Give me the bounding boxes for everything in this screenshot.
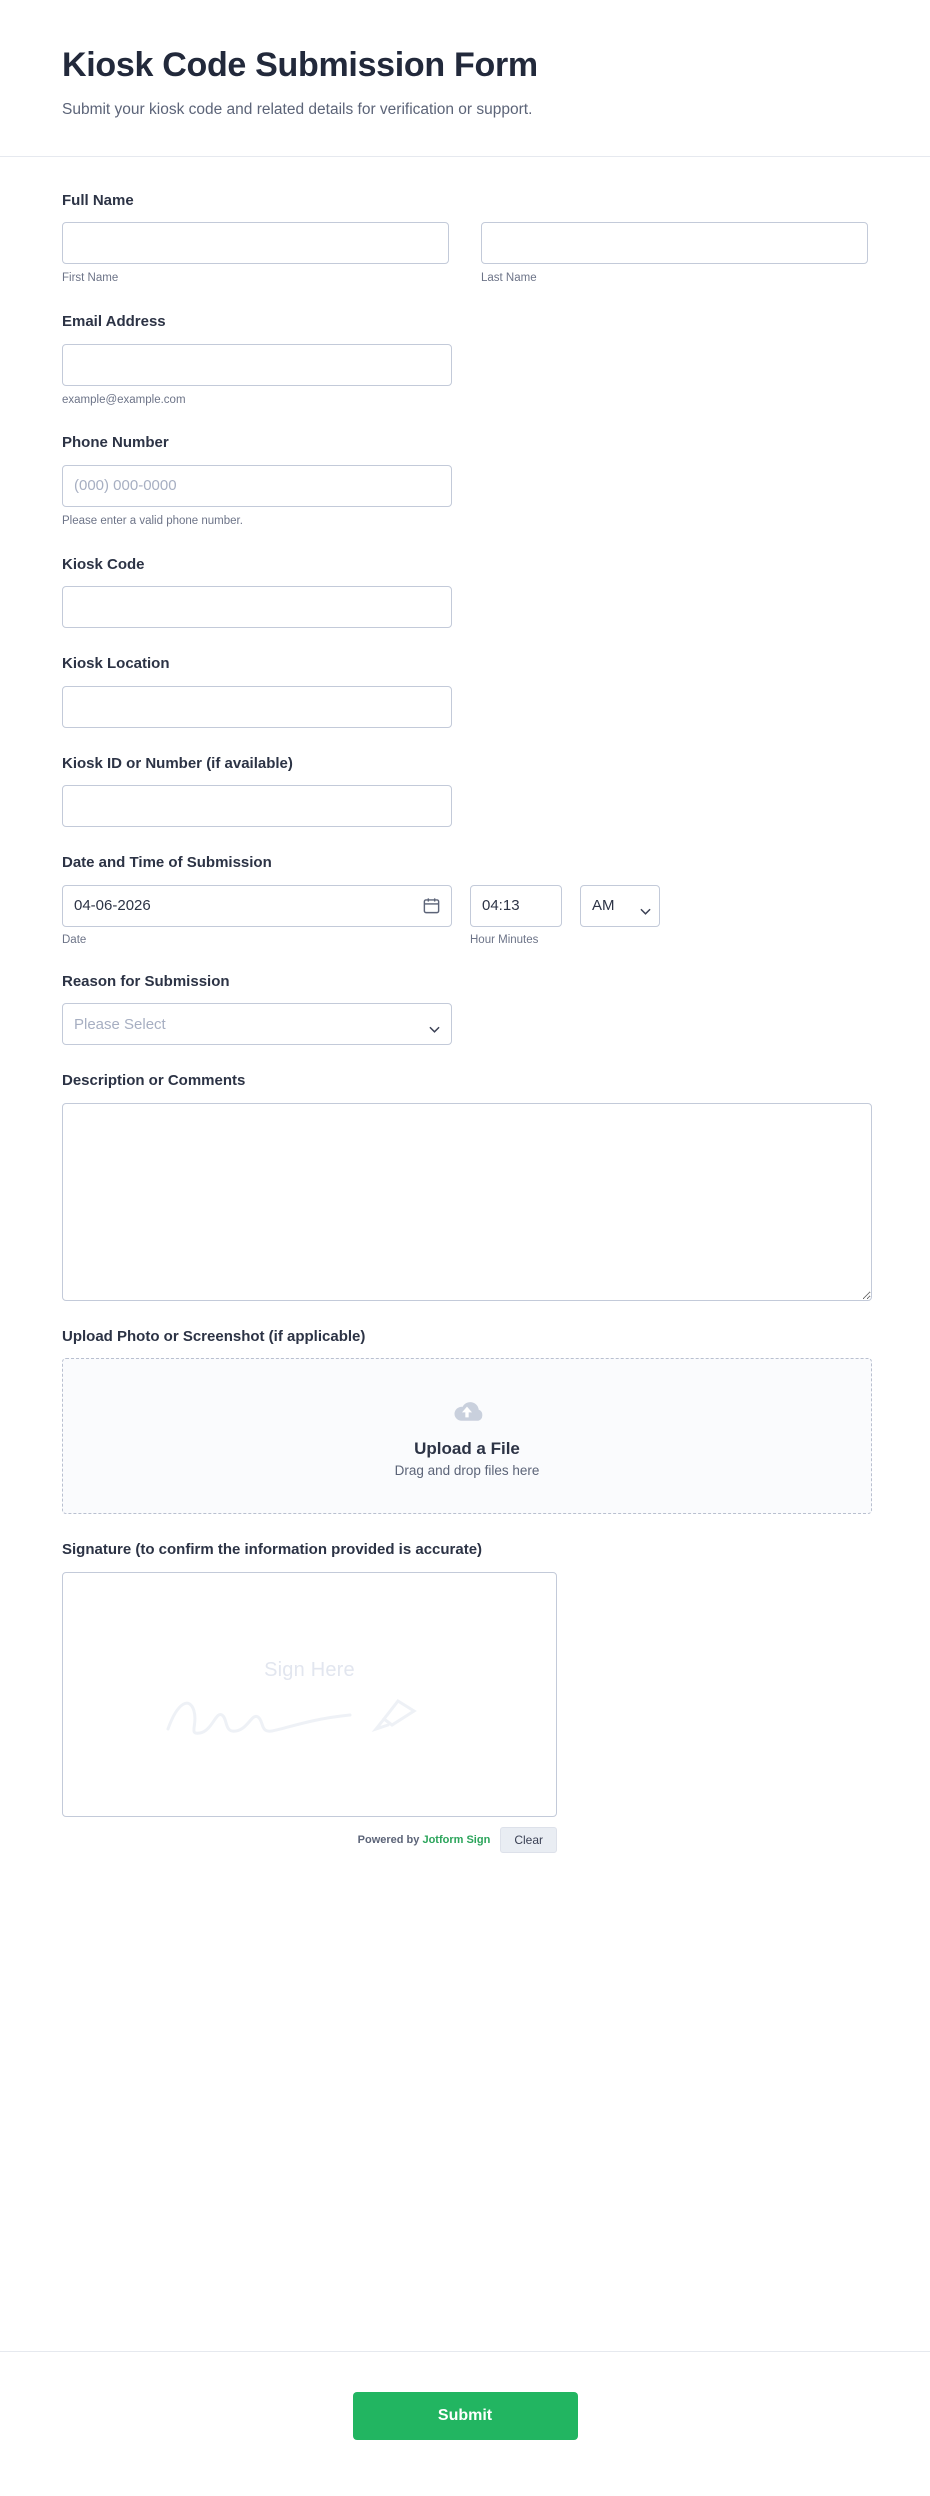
ampm-select[interactable] [580,885,660,927]
field-kiosk-location [62,654,868,728]
datetime-sublabels [62,934,868,946]
kiosk-id-label: Kiosk ID or Number (if available) [62,754,293,772]
first-name-sublabel: First Name [62,272,119,285]
form-header [0,0,930,157]
description-textarea[interactable] [62,1103,872,1301]
date-input[interactable] [62,885,452,927]
powered-prefix: Powered by [357,1833,420,1846]
email-sublabel: example@example.com [62,393,186,406]
kiosk-code-input[interactable] [62,586,452,628]
reason-label: Reason for Submission [62,972,230,990]
last-name-sublabel: Last Name [481,272,537,285]
clear-signature-button[interactable]: Clear [500,1827,557,1853]
upload-title: Upload a File [414,1438,520,1458]
first-name-input[interactable] [62,222,449,264]
field-phone [62,433,868,528]
field-reason [62,972,868,1046]
jotform-sign-brand: Jotform Sign [422,1833,491,1846]
upload-label: Upload Photo or Screenshot (if applicable) [62,1327,366,1345]
time-input[interactable] [470,885,562,927]
date-sublabel: Date [62,933,87,946]
last-name-input[interactable] [481,222,868,264]
kiosk-id-input[interactable] [62,785,452,827]
kiosk-location-input[interactable] [62,686,452,728]
field-full-name [62,191,868,286]
field-signature [62,1540,868,1853]
signature-scribble-icon [160,1683,460,1747]
reason-select-wrap [62,1003,452,1045]
datetime-label: Date and Time of Submission [62,854,272,872]
description-label: Description or Comments [62,1072,246,1090]
signature-pad[interactable] [62,1572,557,1817]
full-name-label: Full Name [62,191,134,209]
signature-footer [62,1827,557,1853]
datetime-row [62,885,868,927]
signature-label: Signature (to confirm the information provided is accurate) [62,1541,483,1559]
upload-hint: Drag and drop files here [394,1462,540,1478]
ampm-wrap [580,885,660,927]
form-footer [0,2351,930,2496]
field-upload [62,1327,868,1515]
full-name-row [62,222,868,286]
signature-wrap [62,1572,557,1853]
date-wrap [62,885,452,927]
phone-label: Phone Number [62,434,169,452]
field-datetime [62,853,868,946]
field-kiosk-id [62,754,868,828]
field-kiosk-code [62,555,868,629]
phone-sublabel: Please enter a valid phone number. [62,514,243,527]
phone-input[interactable] [62,465,452,507]
email-label: Email Address [62,313,166,330]
file-upload-dropzone[interactable] [62,1358,872,1514]
field-email [62,312,868,407]
last-name-col [481,222,868,286]
time-sublabel: Hour Minutes [470,933,539,946]
email-field[interactable] [62,344,452,386]
signature-placeholder: Sign Here [264,1658,355,1681]
page-title: Kiosk Code Submission Form [62,46,538,84]
page-subtitle: Submit your kiosk code and related details for verification or support. [62,101,533,119]
reason-select[interactable] [62,1003,452,1045]
cloud-upload-icon [447,1395,487,1429]
kiosk-location-label: Kiosk Location [62,655,170,673]
field-description [62,1071,868,1301]
form-body [0,157,930,2317]
submit-button[interactable]: Submit [353,2392,578,2440]
first-name-col [62,222,449,286]
kiosk-code-label: Kiosk Code [62,555,145,573]
powered-by-label [358,1834,491,1846]
